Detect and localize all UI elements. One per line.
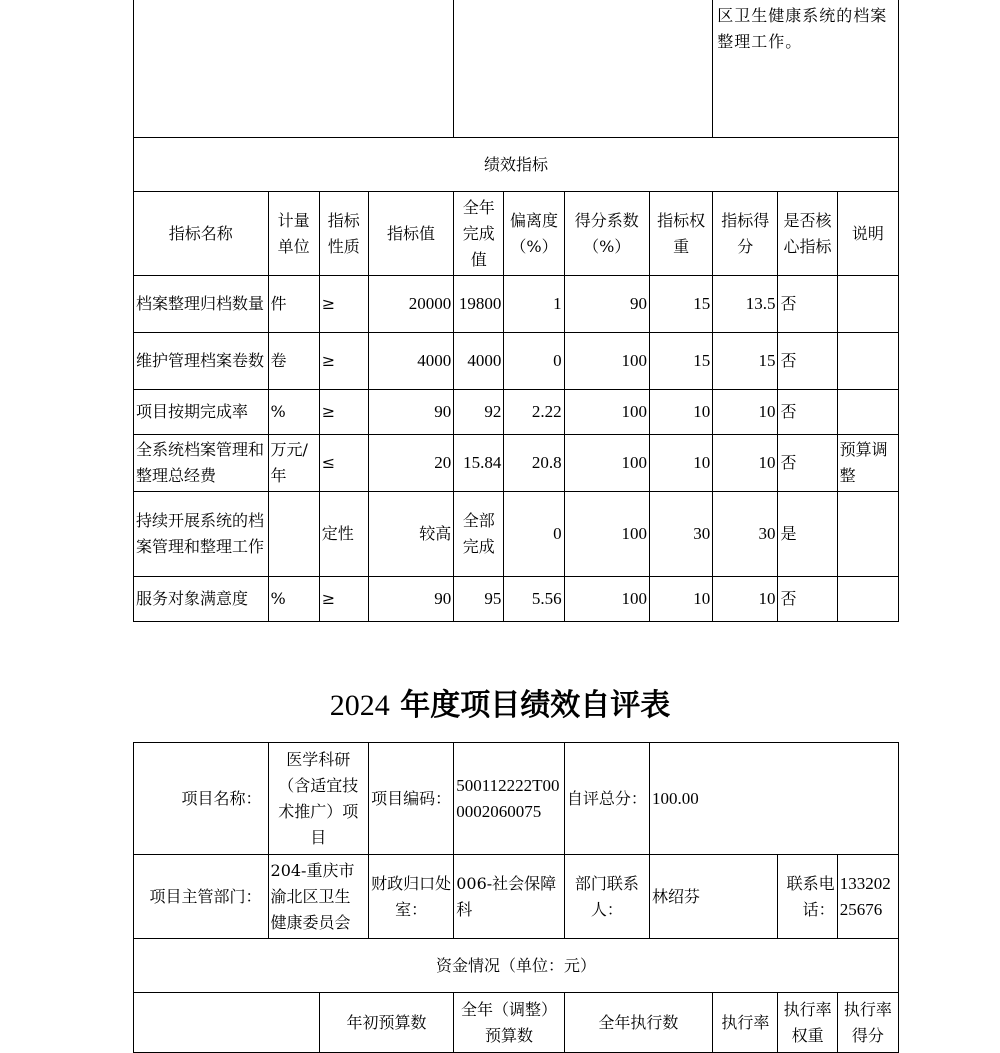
project-phone-value: 13320225676 <box>837 855 898 939</box>
funds-header-blank <box>134 993 320 1053</box>
project-name-value: 医学科研（含适宜技术推广）项目 <box>268 743 368 855</box>
cell-name: 档案整理归档数量 <box>134 276 269 333</box>
header-target: 指标值 <box>368 192 453 276</box>
header-weight: 指标权重 <box>649 192 712 276</box>
cell-core: 是 <box>778 492 837 577</box>
form-title-year: 2024 <box>329 689 390 722</box>
project-dept-value: 204-重庆市渝北区卫生健康委员会 <box>268 855 368 939</box>
cell-nature: ≥ <box>319 577 368 622</box>
header-coef: 得分系数（%） <box>564 192 649 276</box>
cell-name: 维护管理档案卷数 <box>134 333 269 390</box>
cell-actual: 19800 <box>454 276 504 333</box>
funds-header-adjusted: 全年（调整）预算数 <box>454 993 564 1053</box>
cell-deviation: 5.56 <box>504 577 564 622</box>
cell-core: 否 <box>778 276 837 333</box>
prev-cell-b <box>454 0 713 138</box>
form-title <box>0 686 1000 726</box>
header-core: 是否核心指标 <box>778 192 837 276</box>
project-contact-value: 林绍芬 <box>649 855 777 939</box>
cell-note <box>837 492 898 577</box>
funds-section-title: 资金情况（单位：元） <box>134 939 899 993</box>
prev-cell-a <box>134 0 454 138</box>
cell-actual: 92 <box>454 390 504 435</box>
cell-core: 否 <box>778 577 837 622</box>
project-phone-label: 联系电话： <box>778 855 837 939</box>
cell-nature: ≤ <box>319 435 368 492</box>
cell-deviation: 20.8 <box>504 435 564 492</box>
header-unit: 计量单位 <box>268 192 319 276</box>
cell-core: 否 <box>778 333 837 390</box>
project-total-value: 100.00 <box>649 743 898 855</box>
project-finance-label: 财政归口处室： <box>368 855 453 939</box>
project-total-label: 自评总分： <box>564 743 649 855</box>
header-score: 指标得分 <box>713 192 778 276</box>
cell-unit: 卷 <box>268 333 319 390</box>
prev-section-row <box>134 0 899 138</box>
project-row-2 <box>134 855 899 939</box>
funds-header-initial: 年初预算数 <box>319 993 454 1053</box>
cell-score: 13.5 <box>713 276 778 333</box>
header-actual: 全年完成值 <box>454 192 504 276</box>
project-code-value: 500112222T000002060075 <box>454 743 564 855</box>
cell-target: 较高 <box>368 492 453 577</box>
cell-actual: 全部完成 <box>454 492 504 577</box>
cell-coef: 100 <box>564 577 649 622</box>
cell-name: 服务对象满意度 <box>134 577 269 622</box>
cell-target: 90 <box>368 577 453 622</box>
cell-core: 否 <box>778 390 837 435</box>
table-row <box>134 276 899 333</box>
table-row <box>134 492 899 577</box>
cell-weight: 10 <box>649 577 712 622</box>
cell-coef: 100 <box>564 492 649 577</box>
cell-weight: 15 <box>649 276 712 333</box>
cell-weight: 10 <box>649 435 712 492</box>
cell-nature: 定性 <box>319 492 368 577</box>
cell-deviation: 0 <box>504 333 564 390</box>
cell-weight: 10 <box>649 390 712 435</box>
cell-target: 4000 <box>368 333 453 390</box>
header-nature: 指标性质 <box>319 192 368 276</box>
table-row <box>134 333 899 390</box>
cell-score: 15 <box>713 333 778 390</box>
cell-core: 否 <box>778 435 837 492</box>
cell-unit: % <box>268 390 319 435</box>
header-name: 指标名称 <box>134 192 269 276</box>
project-contact-label: 部门联系人： <box>564 855 649 939</box>
cell-coef: 100 <box>564 390 649 435</box>
cell-nature: ≥ <box>319 276 368 333</box>
cell-name: 项目按期完成率 <box>134 390 269 435</box>
cell-name: 持续开展系统的档案管理和整理工作 <box>134 492 269 577</box>
project-row-1 <box>134 743 899 855</box>
header-deviation: 偏离度（%） <box>504 192 564 276</box>
table-row <box>134 435 899 492</box>
project-info-table <box>133 742 899 1053</box>
indicator-section-title: 绩效指标 <box>134 138 899 192</box>
indicator-table <box>133 0 899 622</box>
cell-coef: 90 <box>564 276 649 333</box>
cell-target: 90 <box>368 390 453 435</box>
form-title-text: 年度项目绩效自评表 <box>400 688 671 723</box>
cell-unit: % <box>268 577 319 622</box>
cell-unit: 万元/年 <box>268 435 319 492</box>
cell-deviation: 0 <box>504 492 564 577</box>
cell-note <box>837 577 898 622</box>
project-finance-value: 006-社会保障科 <box>454 855 564 939</box>
funds-header-rate: 执行率 <box>713 993 778 1053</box>
cell-target: 20000 <box>368 276 453 333</box>
cell-score: 30 <box>713 492 778 577</box>
prev-remark: 区卫生健康系统的档案整理工作。 <box>713 0 899 138</box>
cell-nature: ≥ <box>319 390 368 435</box>
cell-actual: 4000 <box>454 333 504 390</box>
cell-score: 10 <box>713 577 778 622</box>
cell-note <box>837 276 898 333</box>
cell-target: 20 <box>368 435 453 492</box>
table-row <box>134 390 899 435</box>
cell-score: 10 <box>713 435 778 492</box>
cell-note <box>837 390 898 435</box>
project-name-label: 项目名称： <box>134 743 269 855</box>
cell-note: 预算调整 <box>837 435 898 492</box>
funds-header-rate-weight: 执行率权重 <box>778 993 837 1053</box>
cell-score: 10 <box>713 390 778 435</box>
funds-header-rate-score: 执行率得分 <box>837 993 898 1053</box>
cell-coef: 100 <box>564 435 649 492</box>
cell-actual: 95 <box>454 577 504 622</box>
cell-weight: 15 <box>649 333 712 390</box>
cell-note <box>837 333 898 390</box>
cell-name: 全系统档案管理和整理总经费 <box>134 435 269 492</box>
indicator-header-row <box>134 192 899 276</box>
cell-coef: 100 <box>564 333 649 390</box>
project-code-label: 项目编码： <box>368 743 453 855</box>
cell-actual: 15.84 <box>454 435 504 492</box>
cell-weight: 30 <box>649 492 712 577</box>
header-note: 说明 <box>837 192 898 276</box>
funds-header-row <box>134 993 899 1053</box>
cell-deviation: 1 <box>504 276 564 333</box>
project-dept-label: 项目主管部门： <box>134 855 269 939</box>
funds-header-executed: 全年执行数 <box>564 993 713 1053</box>
cell-nature: ≥ <box>319 333 368 390</box>
table-row <box>134 577 899 622</box>
cell-unit: 件 <box>268 276 319 333</box>
cell-deviation: 2.22 <box>504 390 564 435</box>
cell-unit <box>268 492 319 577</box>
